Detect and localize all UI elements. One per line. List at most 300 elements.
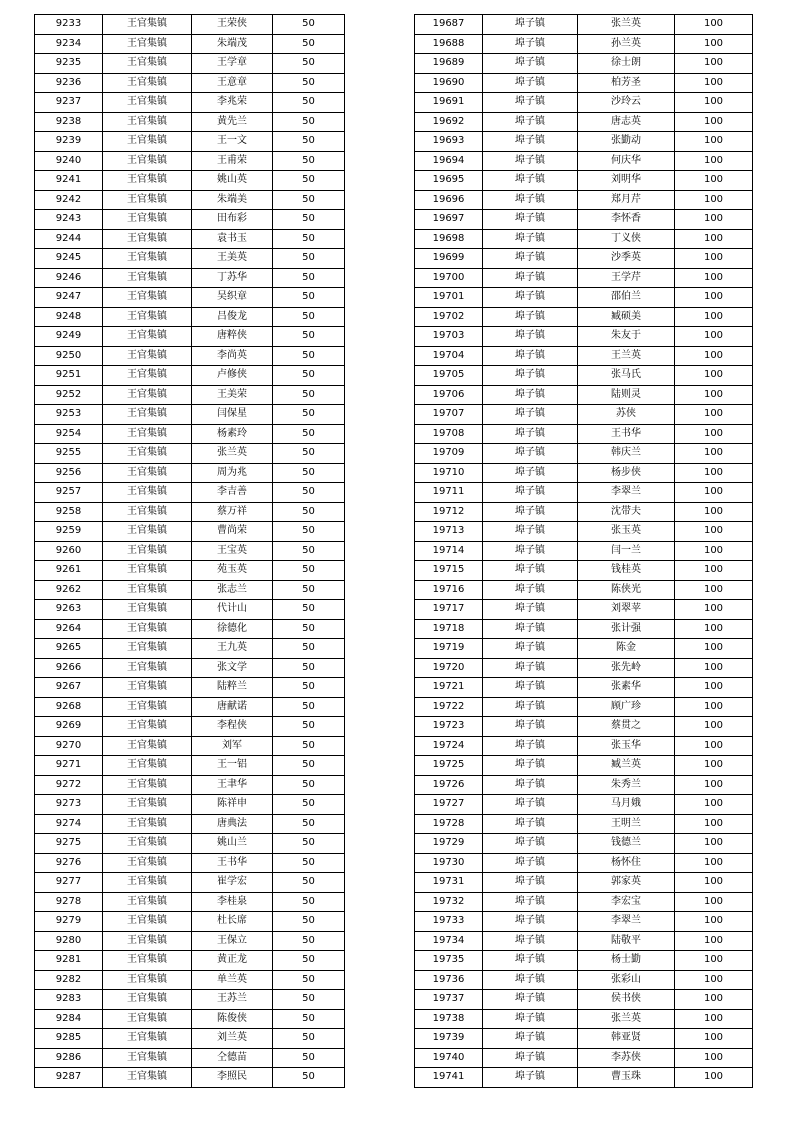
cell-id: 19716: [415, 580, 483, 600]
cell-amount: 50: [273, 892, 345, 912]
table-row: [415, 853, 753, 873]
cell-amount: 50: [273, 15, 345, 35]
cell-name: 李怀香: [578, 210, 675, 230]
table-row: [415, 580, 753, 600]
cell-town: 埠子镇: [483, 405, 578, 425]
cell-town: 埠子镇: [483, 288, 578, 308]
cell-id: 9233: [35, 15, 103, 35]
cell-town: 埠子镇: [483, 15, 578, 35]
cell-name: 陆粹兰: [192, 678, 273, 698]
cell-town: 埠子镇: [483, 327, 578, 347]
table-row: [35, 814, 345, 834]
cell-id: 19735: [415, 951, 483, 971]
cell-id: 9275: [35, 834, 103, 854]
cell-amount: 100: [675, 15, 753, 35]
cell-town: 王官集镇: [103, 873, 192, 893]
cell-id: 9269: [35, 717, 103, 737]
cell-town: 埠子镇: [483, 34, 578, 54]
cell-amount: 50: [273, 873, 345, 893]
cell-id: 9235: [35, 54, 103, 74]
cell-name: 柏芳圣: [578, 73, 675, 93]
left-table-body: [35, 15, 345, 1088]
cell-town: 埠子镇: [483, 970, 578, 990]
cell-name: 王九英: [192, 639, 273, 659]
cell-id: 9261: [35, 561, 103, 581]
cell-amount: 100: [675, 346, 753, 366]
cell-town: 王官集镇: [103, 34, 192, 54]
cell-name: 蔡万祥: [192, 502, 273, 522]
cell-id: 9265: [35, 639, 103, 659]
cell-town: 王官集镇: [103, 346, 192, 366]
cell-name: 朱友于: [578, 327, 675, 347]
table-row: [415, 619, 753, 639]
cell-amount: 50: [273, 54, 345, 74]
cell-id: 19696: [415, 190, 483, 210]
cell-town: 王官集镇: [103, 93, 192, 113]
cell-id: 9271: [35, 756, 103, 776]
cell-name: 蔡贯之: [578, 717, 675, 737]
cell-amount: 100: [675, 249, 753, 269]
cell-amount: 100: [675, 522, 753, 542]
cell-amount: 100: [675, 327, 753, 347]
cell-id: 9250: [35, 346, 103, 366]
cell-town: 王官集镇: [103, 561, 192, 581]
cell-town: 埠子镇: [483, 483, 578, 503]
cell-name: 沈带夫: [578, 502, 675, 522]
cell-name: 杨怀住: [578, 853, 675, 873]
cell-town: 埠子镇: [483, 639, 578, 659]
cell-amount: 100: [675, 931, 753, 951]
cell-town: 王官集镇: [103, 229, 192, 249]
table-row: [415, 268, 753, 288]
cell-amount: 100: [675, 717, 753, 737]
cell-town: 埠子镇: [483, 522, 578, 542]
table-row: [35, 307, 345, 327]
table-row: [415, 1068, 753, 1088]
table-row: [415, 658, 753, 678]
cell-name: 张勤动: [578, 132, 675, 152]
cell-amount: 100: [675, 405, 753, 425]
cell-town: 王官集镇: [103, 541, 192, 561]
cell-town: 埠子镇: [483, 171, 578, 191]
cell-amount: 100: [675, 619, 753, 639]
cell-town: 埠子镇: [483, 366, 578, 386]
cell-id: 9286: [35, 1048, 103, 1068]
cell-town: 王官集镇: [103, 405, 192, 425]
cell-name: 王学芹: [578, 268, 675, 288]
cell-amount: 50: [273, 288, 345, 308]
cell-name: 徐士朗: [578, 54, 675, 74]
cell-id: 9257: [35, 483, 103, 503]
cell-name: 臧硕美: [578, 307, 675, 327]
cell-name: 张兰英: [192, 444, 273, 464]
cell-amount: 100: [675, 73, 753, 93]
cell-name: 沙玲云: [578, 93, 675, 113]
cell-id: 9282: [35, 970, 103, 990]
cell-id: 19707: [415, 405, 483, 425]
cell-town: 埠子镇: [483, 814, 578, 834]
cell-name: 张素华: [578, 678, 675, 698]
cell-town: 埠子镇: [483, 444, 578, 464]
table-row: [415, 1048, 753, 1068]
cell-amount: 50: [273, 424, 345, 444]
table-row: [415, 288, 753, 308]
cell-town: 王官集镇: [103, 327, 192, 347]
table-row: [35, 658, 345, 678]
cell-amount: 100: [675, 736, 753, 756]
cell-amount: 50: [273, 580, 345, 600]
table-row: [35, 697, 345, 717]
cell-name: 李桂泉: [192, 892, 273, 912]
cell-amount: 100: [675, 814, 753, 834]
table-row: [415, 814, 753, 834]
cell-town: 王官集镇: [103, 151, 192, 171]
cell-name: 朱秀兰: [578, 775, 675, 795]
cell-amount: 50: [273, 268, 345, 288]
cell-name: 王学章: [192, 54, 273, 74]
cell-town: 王官集镇: [103, 736, 192, 756]
cell-id: 9273: [35, 795, 103, 815]
cell-id: 9247: [35, 288, 103, 308]
cell-amount: 100: [675, 1068, 753, 1088]
cell-id: 19697: [415, 210, 483, 230]
table-row: [415, 210, 753, 230]
cell-name: 陆敬平: [578, 931, 675, 951]
cell-id: 19723: [415, 717, 483, 737]
cell-name: 刘明华: [578, 171, 675, 191]
table-row: [415, 34, 753, 54]
cell-town: 埠子镇: [483, 834, 578, 854]
table-row: [35, 502, 345, 522]
cell-id: 19687: [415, 15, 483, 35]
cell-amount: 100: [675, 873, 753, 893]
cell-amount: 100: [675, 580, 753, 600]
cell-town: 王官集镇: [103, 892, 192, 912]
table-row: [35, 132, 345, 152]
cell-amount: 50: [273, 931, 345, 951]
cell-town: 王官集镇: [103, 444, 192, 464]
cell-amount: 50: [273, 1048, 345, 1068]
cell-town: 埠子镇: [483, 580, 578, 600]
cell-name: 闫保星: [192, 405, 273, 425]
table-row: [415, 346, 753, 366]
cell-id: 9254: [35, 424, 103, 444]
table-row: [415, 229, 753, 249]
cell-name: 王一文: [192, 132, 273, 152]
cell-name: 邵伯兰: [578, 288, 675, 308]
table-row: [35, 580, 345, 600]
cell-town: 埠子镇: [483, 678, 578, 698]
cell-id: 19740: [415, 1048, 483, 1068]
table-row: [35, 483, 345, 503]
cell-amount: 50: [273, 834, 345, 854]
cell-town: 王官集镇: [103, 912, 192, 932]
cell-id: 9281: [35, 951, 103, 971]
cell-amount: 50: [273, 678, 345, 698]
cell-amount: 100: [675, 424, 753, 444]
cell-amount: 100: [675, 990, 753, 1010]
table-row: [35, 190, 345, 210]
cell-amount: 50: [273, 444, 345, 464]
cell-name: 王一铝: [192, 756, 273, 776]
cell-amount: 50: [273, 405, 345, 425]
right-table-body: [415, 15, 753, 1088]
cell-town: 埠子镇: [483, 307, 578, 327]
cell-id: 9244: [35, 229, 103, 249]
table-row: [415, 736, 753, 756]
table-row: [35, 424, 345, 444]
table-row: [415, 151, 753, 171]
cell-amount: 50: [273, 1068, 345, 1088]
table-row: [415, 873, 753, 893]
cell-name: 刘翠苹: [578, 600, 675, 620]
cell-name: 王聿华: [192, 775, 273, 795]
cell-id: 9246: [35, 268, 103, 288]
cell-id: 19694: [415, 151, 483, 171]
cell-amount: 50: [273, 639, 345, 659]
cell-amount: 50: [273, 970, 345, 990]
cell-town: 王官集镇: [103, 639, 192, 659]
cell-town: 埠子镇: [483, 990, 578, 1010]
table-row: [35, 892, 345, 912]
left-table: [34, 14, 345, 1088]
cell-id: 19725: [415, 756, 483, 776]
cell-id: 9285: [35, 1029, 103, 1049]
cell-town: 王官集镇: [103, 112, 192, 132]
cell-town: 王官集镇: [103, 249, 192, 269]
cell-amount: 50: [273, 34, 345, 54]
cell-town: 王官集镇: [103, 775, 192, 795]
cell-id: 19720: [415, 658, 483, 678]
table-row: [415, 385, 753, 405]
cell-amount: 100: [675, 834, 753, 854]
cell-town: 埠子镇: [483, 502, 578, 522]
cell-id: 19691: [415, 93, 483, 113]
table-row: [415, 697, 753, 717]
table-row: [35, 229, 345, 249]
cell-amount: 100: [675, 463, 753, 483]
cell-amount: 100: [675, 678, 753, 698]
cell-amount: 50: [273, 561, 345, 581]
table-row: [415, 112, 753, 132]
cell-town: 王官集镇: [103, 463, 192, 483]
cell-id: 19738: [415, 1009, 483, 1029]
table-row: [35, 541, 345, 561]
cell-name: 单兰英: [192, 970, 273, 990]
cell-name: 张玉华: [578, 736, 675, 756]
table-row: [415, 892, 753, 912]
cell-name: 张计强: [578, 619, 675, 639]
table-row: [35, 1009, 345, 1029]
cell-town: 埠子镇: [483, 132, 578, 152]
cell-id: 9240: [35, 151, 103, 171]
table-row: [35, 385, 345, 405]
cell-amount: 100: [675, 366, 753, 386]
table-row: [35, 327, 345, 347]
cell-town: 埠子镇: [483, 385, 578, 405]
cell-id: 19693: [415, 132, 483, 152]
table-row: [415, 775, 753, 795]
cell-name: 黄正龙: [192, 951, 273, 971]
cell-name: 钱桂英: [578, 561, 675, 581]
cell-town: 埠子镇: [483, 210, 578, 230]
cell-id: 9241: [35, 171, 103, 191]
table-row: [415, 990, 753, 1010]
cell-id: 19729: [415, 834, 483, 854]
cell-amount: 50: [273, 541, 345, 561]
cell-town: 王官集镇: [103, 1009, 192, 1029]
cell-id: 19709: [415, 444, 483, 464]
cell-name: 刘兰英: [192, 1029, 273, 1049]
table-row: [35, 1029, 345, 1049]
cell-town: 埠子镇: [483, 190, 578, 210]
table-row: [415, 366, 753, 386]
cell-name: 张玉英: [578, 522, 675, 542]
cell-town: 王官集镇: [103, 522, 192, 542]
cell-name: 顾广珍: [578, 697, 675, 717]
cell-id: 19688: [415, 34, 483, 54]
cell-name: 李翠兰: [578, 912, 675, 932]
cell-id: 9276: [35, 853, 103, 873]
table-row: [35, 405, 345, 425]
cell-amount: 50: [273, 658, 345, 678]
table-row: [35, 171, 345, 191]
cell-name: 徐德化: [192, 619, 273, 639]
cell-town: 埠子镇: [483, 1029, 578, 1049]
table-row: [35, 34, 345, 54]
cell-name: 姚山英: [192, 171, 273, 191]
cell-id: 9287: [35, 1068, 103, 1088]
table-row: [415, 541, 753, 561]
table-row: [35, 678, 345, 698]
cell-name: 唐志英: [578, 112, 675, 132]
table-row: [35, 249, 345, 269]
cell-id: 9253: [35, 405, 103, 425]
table-row: [415, 834, 753, 854]
cell-town: 埠子镇: [483, 795, 578, 815]
cell-name: 王书华: [578, 424, 675, 444]
cell-id: 19702: [415, 307, 483, 327]
cell-amount: 100: [675, 1048, 753, 1068]
cell-name: 吕俊龙: [192, 307, 273, 327]
cell-id: 19733: [415, 912, 483, 932]
cell-id: 19736: [415, 970, 483, 990]
cell-id: 9270: [35, 736, 103, 756]
cell-name: 郭家英: [578, 873, 675, 893]
cell-amount: 100: [675, 444, 753, 464]
cell-name: 韩庆兰: [578, 444, 675, 464]
cell-amount: 100: [675, 561, 753, 581]
cell-town: 埠子镇: [483, 463, 578, 483]
cell-town: 埠子镇: [483, 93, 578, 113]
table-row: [415, 795, 753, 815]
cell-name: 马月娥: [578, 795, 675, 815]
table-row: [415, 405, 753, 425]
cell-town: 王官集镇: [103, 697, 192, 717]
cell-id: 19701: [415, 288, 483, 308]
cell-name: 苑玉英: [192, 561, 273, 581]
cell-town: 埠子镇: [483, 892, 578, 912]
cell-town: 王官集镇: [103, 1068, 192, 1088]
table-row: [35, 717, 345, 737]
table-row: [35, 795, 345, 815]
cell-town: 王官集镇: [103, 834, 192, 854]
cell-amount: 50: [273, 366, 345, 386]
cell-amount: 100: [675, 112, 753, 132]
cell-id: 19734: [415, 931, 483, 951]
cell-name: 杜长席: [192, 912, 273, 932]
cell-name: 王宝英: [192, 541, 273, 561]
cell-id: 9274: [35, 814, 103, 834]
table-row: [415, 424, 753, 444]
cell-id: 19700: [415, 268, 483, 288]
cell-name: 杨步侠: [578, 463, 675, 483]
table-row: [35, 54, 345, 74]
table-row: [35, 210, 345, 230]
cell-town: 王官集镇: [103, 756, 192, 776]
table-row: [35, 873, 345, 893]
cell-id: 9284: [35, 1009, 103, 1029]
cell-town: 埠子镇: [483, 853, 578, 873]
cell-name: 李兆荣: [192, 93, 273, 113]
cell-town: 王官集镇: [103, 483, 192, 503]
cell-id: 9238: [35, 112, 103, 132]
cell-name: 陆则灵: [578, 385, 675, 405]
cell-name: 周为兆: [192, 463, 273, 483]
cell-town: 王官集镇: [103, 210, 192, 230]
cell-town: 王官集镇: [103, 931, 192, 951]
cell-name: 杨士勤: [578, 951, 675, 971]
cell-town: 王官集镇: [103, 795, 192, 815]
cell-amount: 50: [273, 1029, 345, 1049]
cell-name: 张志兰: [192, 580, 273, 600]
cell-id: 19737: [415, 990, 483, 1010]
cell-id: 19724: [415, 736, 483, 756]
cell-id: 9283: [35, 990, 103, 1010]
cell-amount: 50: [273, 697, 345, 717]
cell-amount: 50: [273, 346, 345, 366]
cell-id: 9268: [35, 697, 103, 717]
table-row: [35, 366, 345, 386]
cell-id: 9255: [35, 444, 103, 464]
cell-amount: 100: [675, 541, 753, 561]
cell-amount: 50: [273, 93, 345, 113]
table-row: [415, 73, 753, 93]
table-row: [35, 639, 345, 659]
table-row: [415, 483, 753, 503]
cell-town: 王官集镇: [103, 73, 192, 93]
cell-name: 曹尚荣: [192, 522, 273, 542]
cell-town: 王官集镇: [103, 385, 192, 405]
table-row: [35, 15, 345, 35]
cell-amount: 50: [273, 522, 345, 542]
cell-id: 19714: [415, 541, 483, 561]
cell-name: 李吉善: [192, 483, 273, 503]
cell-name: 黄先兰: [192, 112, 273, 132]
cell-name: 曹玉珠: [578, 1068, 675, 1088]
cell-amount: 100: [675, 658, 753, 678]
table-row: [35, 931, 345, 951]
table-row: [35, 600, 345, 620]
table-row: [35, 756, 345, 776]
cell-amount: 100: [675, 697, 753, 717]
cell-name: 沙季英: [578, 249, 675, 269]
table-row: [35, 912, 345, 932]
cell-id: 9236: [35, 73, 103, 93]
cell-name: 臧兰英: [578, 756, 675, 776]
cell-amount: 50: [273, 112, 345, 132]
table-row: [35, 151, 345, 171]
